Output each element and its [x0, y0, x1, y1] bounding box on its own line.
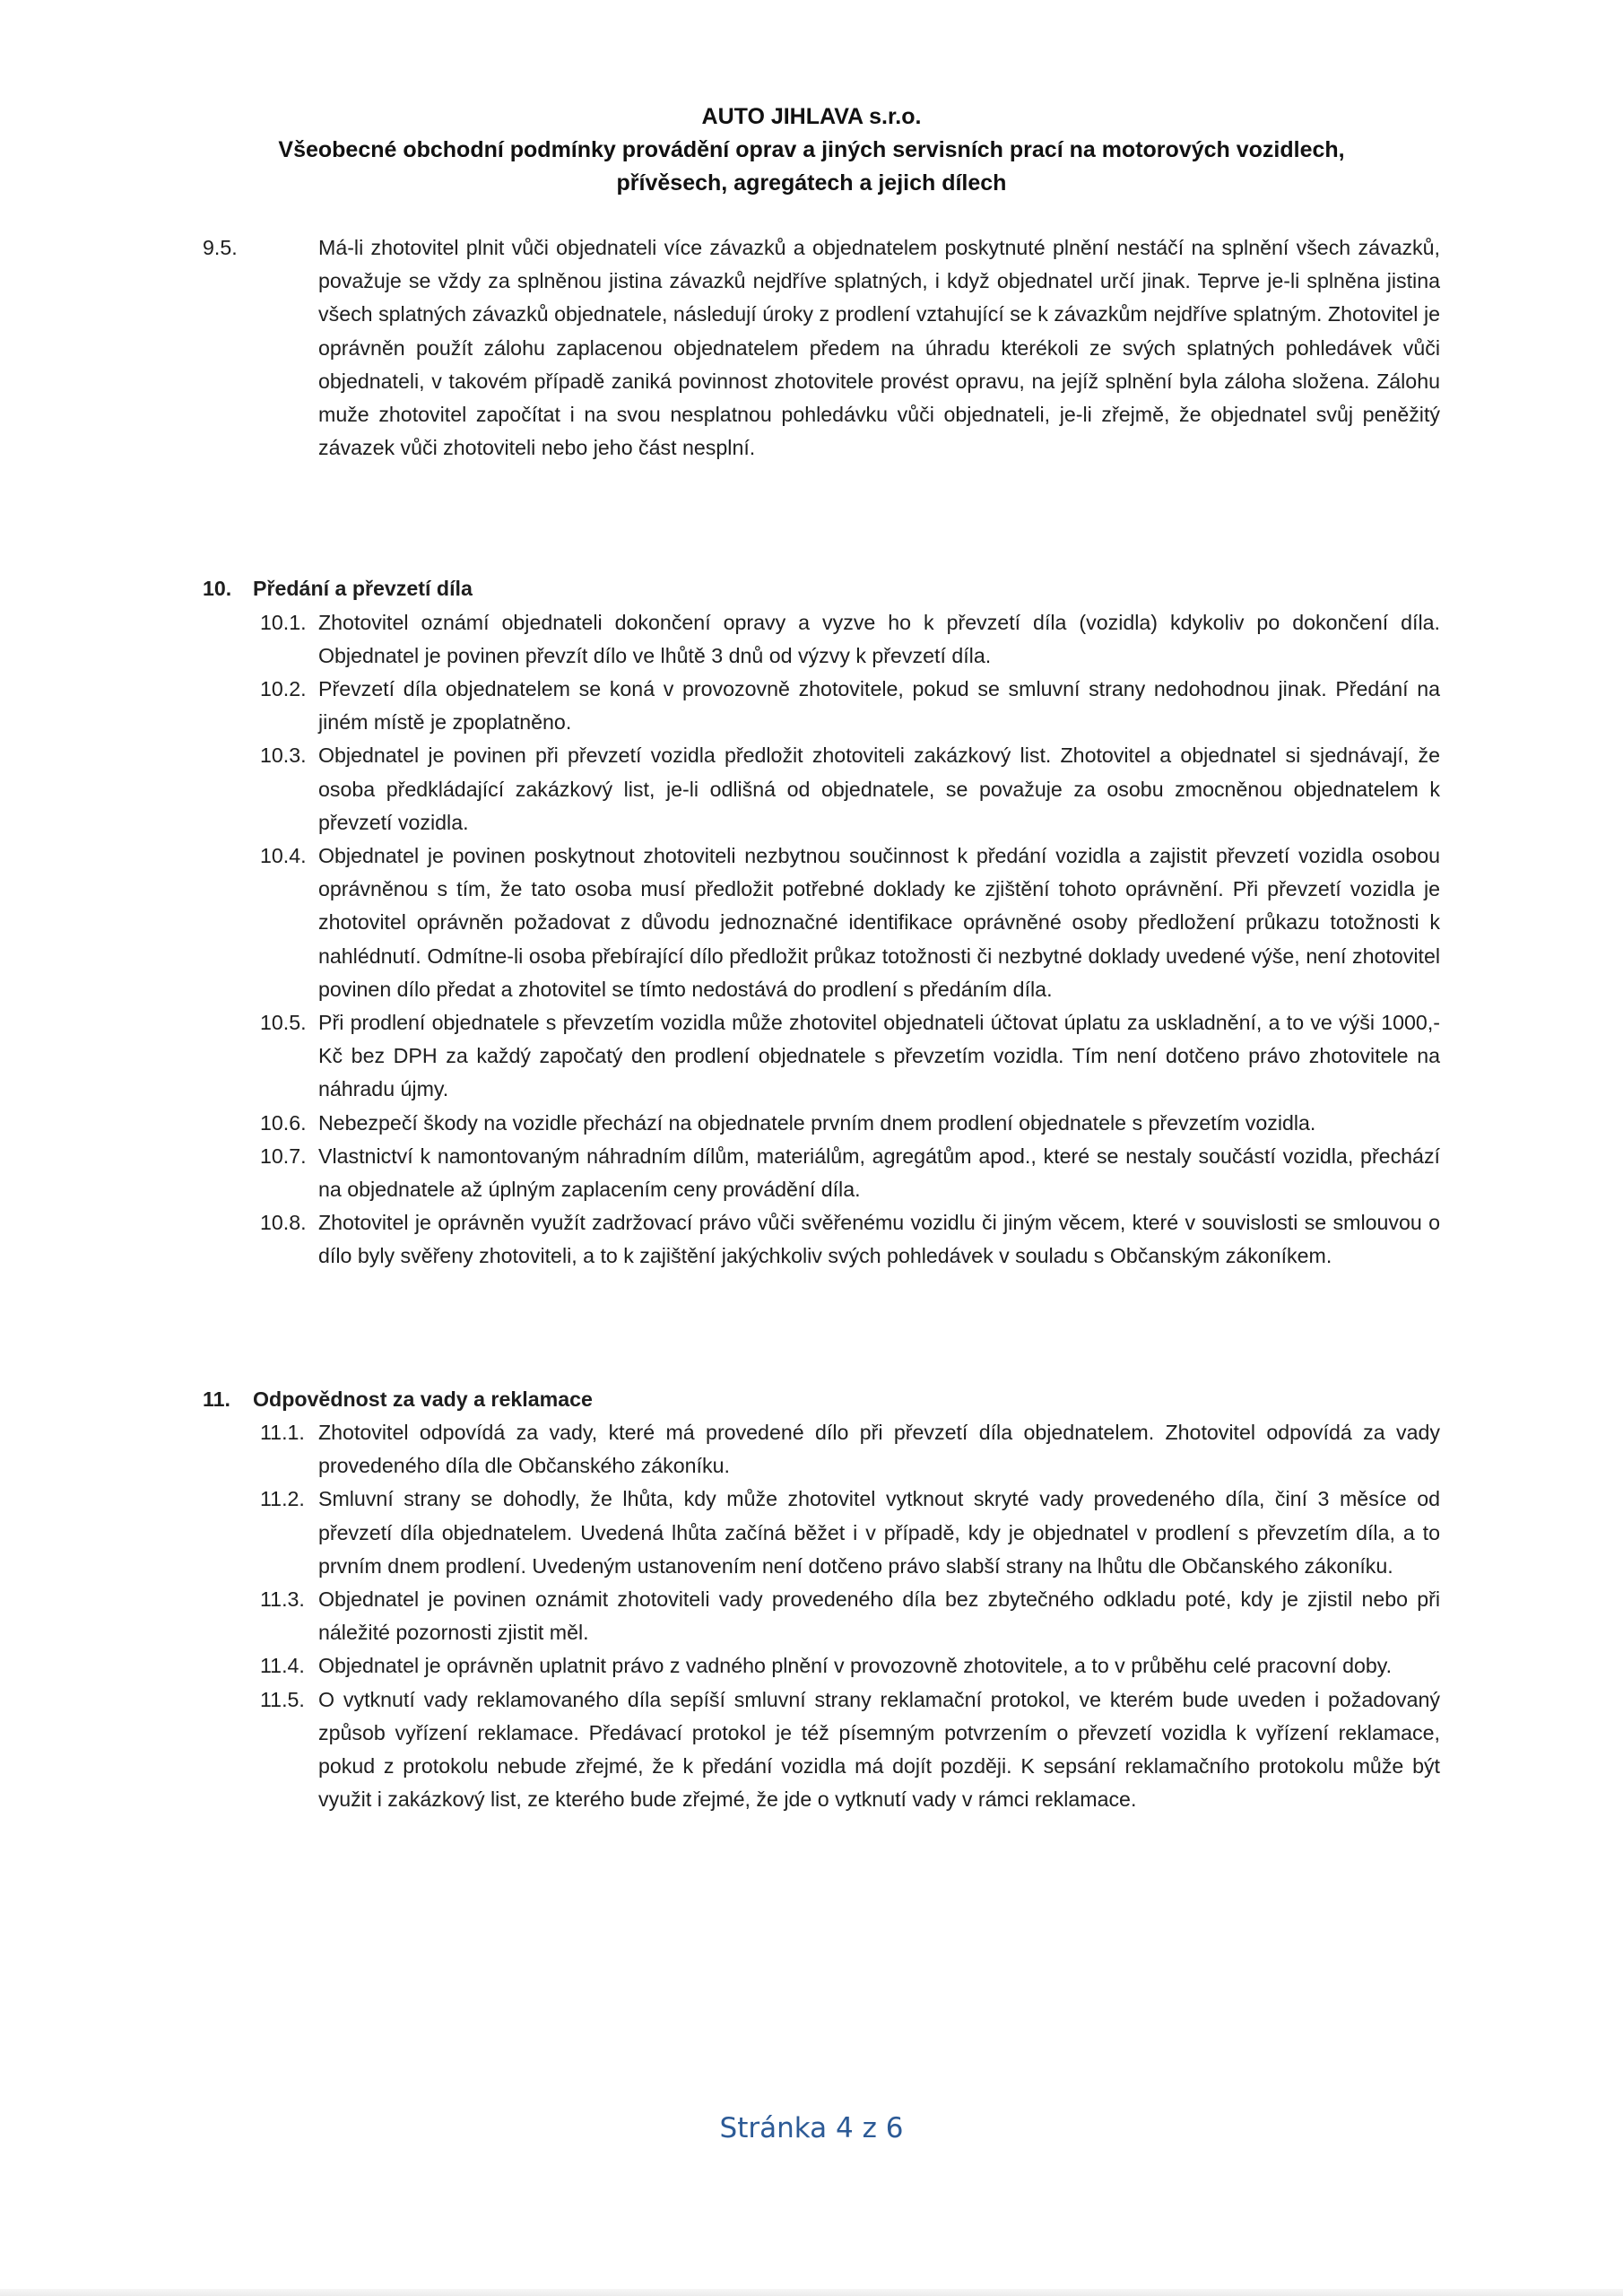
section-number: 10.: [203, 577, 232, 601]
clause-10-6: [203, 1107, 1440, 1140]
clause-number: 10.1.: [260, 610, 307, 634]
section-10: [203, 572, 1440, 1273]
clause-10-7: [203, 1140, 1440, 1206]
clause-text: Převzetí díla objednatelem se koná v provozovně zhotovitele, pokud se smluvní strany nedohodnou jinak. Předání na jiném místě je zpoplatněno.: [318, 677, 1440, 735]
section-heading: [203, 572, 1440, 605]
clause-text: Zhotovitel odpovídá za vady, které má provedené dílo při převzetí díla objednatelem. Zhotovitel odpovídá za vady provedeného díla dle Občanského zákoníku.: [318, 1420, 1440, 1478]
clause-text: Objednatel je povinen poskytnout zhotoviteli nezbytnou součinnost k předání vozidla a zajistit převzetí vozidla osobou oprávněnou s tím, že tato osoba musí předložit potřebné doklady ke zjištění tohoto oprávnění. Při převzetí vozidla je zhotovitel oprávněn požadovat z důvodu jednoznačné identifikace oprávněné osoby předložení průkazu totožnosti k nahlédnutí. Odmítne-li osoba přebírající dílo předložit průkaz totožnosti či nezbytné doklady uvedené výše, není zhotovitel povinen dílo předat a zhotovitel se tímto nedostává do prodlení s předáním díla.: [318, 844, 1440, 1001]
clause-11-4: [203, 1649, 1440, 1683]
clause-number: 11.5.: [260, 1687, 305, 1711]
clause-number: 10.3.: [260, 744, 307, 768]
section-number: 11.: [203, 1387, 230, 1411]
clause-text: Objednatel je povinen při převzetí vozidla předložit zhotoviteli zakázkový list. Zhotovitel a objednatel si sjednávají, že osoba předkládající zakázkový list, je-li odlišná od objednatele, se považuje za osobu zmocněnou objednatelem k převzetí vozidla.: [318, 744, 1440, 834]
document-title-line-1: Všeobecné obchodní podmínky provádění oprav a jiných servisních prací na motorových vozidlech,: [278, 137, 1345, 162]
clause-text: Objednatel je povinen oznámit zhotoviteli vady provedeného díla bez zbytečného odkladu poté, kdy je zjistil nebo při náležité pozornosti zjistit měl.: [318, 1587, 1440, 1645]
clause-9-5: [203, 231, 1440, 465]
clause-number: 11.2.: [260, 1487, 305, 1511]
clause-number: 10.6.: [260, 1110, 307, 1135]
clause-number: 11.1.: [260, 1420, 305, 1444]
clause-number: 10.2.: [260, 677, 307, 701]
clause-10-3: [203, 739, 1440, 839]
clause-10-8: [203, 1206, 1440, 1273]
clause-10-5: [203, 1006, 1440, 1107]
clause-text: Při prodlení objednatele s převzetím vozidla může zhotovitel objednateli účtovat úplatu za uskladnění, a to ve výši 1000,- Kč bez DPH za každý započatý den prodlení objednatele s převzetím vozidla. Tím není dotčeno právo zhotovitele na náhradu újmy.: [318, 1011, 1440, 1101]
clause-11-1: [203, 1416, 1440, 1483]
document-header: [0, 100, 1623, 200]
clause-10-2: [203, 673, 1440, 739]
clause-11-5: [203, 1683, 1440, 1817]
clause-text: O vytknutí vady reklamovaného díla sepíší smluvní strany reklamační protokol, ve kterém bude uveden i požadovaný způsob vyřízení reklamace. Předávací protokol je též písemným potvrzením o převzetí vozidla k vyřízení reklamace, pokud z protokolu nebude zřejmé, že k předání vozidla má dojít později. K sepsání reklamačního protokolu může být využit i zakázkový list, ze kterého bude zřejmé, že jde o vytknutí vady v rámci reklamace.: [318, 1687, 1440, 1812]
page-number: Stránka 4 z 6: [719, 2112, 904, 2144]
document-title-line-2: přívěsech, agregátech a jejich dílech: [616, 170, 1007, 196]
clause-11-2: [203, 1483, 1440, 1583]
clause-text: Vlastnictví k namontovaným náhradním dílům, materiálům, agregátům apod., které se nestaly součástí vozidla, přechází na objednatele až úplným zaplacením ceny provádění díla.: [318, 1144, 1440, 1202]
section-title: Předání a převzetí díla: [253, 577, 473, 601]
clause-text: Objednatel je oprávněn uplatnit právo z vadného plnění v provozovně zhotovitele, a to v průběhu celé pracovní doby.: [318, 1654, 1393, 1678]
section-11: [203, 1383, 1440, 1817]
clause-text: Smluvní strany se dohodly, že lhůta, kdy může zhotovitel vytknout skryté vady provedeného díla, činí 3 měsíce od převzetí díla objednatelem. Uvedená lhůta začíná běžet i v případě, kdy je objednatel v prodlení s převzetím díla, a to prvním dnem prodlení. Uvedeným ustanovením není dotčeno právo slabší strany na lhůtu dle Občanského zákoníku.: [318, 1487, 1440, 1578]
clause-text: Nebezpečí škody na vozidle přechází na objednatele prvním dnem prodlení objednatele s převzetím vozidla.: [318, 1110, 1316, 1135]
clause-number: 9.5.: [203, 236, 238, 259]
section-heading: [203, 1383, 1440, 1416]
clause-number: 10.8.: [260, 1211, 307, 1235]
document-body: [203, 231, 1440, 1816]
company-name: AUTO JIHLAVA s.r.o.: [701, 104, 922, 129]
clause-10-4: [203, 839, 1440, 1006]
clause-number: 10.5.: [260, 1011, 307, 1035]
clause-text: Má-li zhotovitel plnit vůči objednateli více závazků a objednatelem poskytnuté plnění nestáčí na splnění všech závazků, považuje se vždy za splněnou jistina závazků nejdříve splatných, i když objednatel určí jinak. Teprve je-li splněna jistina všech splatných závazků objednatele, následují úroky z prodlení vztahující se k závazkům nejdříve splatným. Zhotovitel je oprávněn použít zálohu zaplacenou objednatelem předem na úhradu kterékoli ze svých splatných pohledávek vůči objednateli, v takovém případě zaniká povinnost zhotovitele provést opravu, na jejíž splnění byla záloha složena. Zálohu muže zhotovitel započítat i na svou nesplatnou pohledávku vůči objednateli, je-li zřejmě, že objednatel svůj peněžitý závazek vůči zhotoviteli nebo jeho část nesplní.: [318, 236, 1440, 460]
clause-10-1: [203, 606, 1440, 673]
clause-number: 10.4.: [260, 844, 307, 868]
section-title: Odpovědnost za vady a reklamace: [253, 1387, 593, 1411]
clause-number: 10.7.: [260, 1144, 307, 1168]
clause-text: Zhotovitel je oprávněn využít zadržovací právo vůči svěřenému vozidlu či jiným věcem, které v souvislosti se smlouvou o dílo byly svěřeny zhotoviteli, a to k zajištění jakýchkoliv svých pohledávek v souladu s Občanským zákoníkem.: [318, 1211, 1440, 1268]
clause-number: 11.4.: [260, 1654, 305, 1678]
clause-number: 11.3.: [260, 1587, 305, 1611]
scan-edge-divider: [0, 2289, 1623, 2296]
clause-11-3: [203, 1583, 1440, 1649]
clause-text: Zhotovitel oznámí objednateli dokončení opravy a vyzve ho k převzetí díla (vozidla) kdykoliv po dokončení díla. Objednatel je povinen převzít dílo ve lhůtě 3 dnů od výzvy k převzetí díla.: [318, 610, 1440, 667]
